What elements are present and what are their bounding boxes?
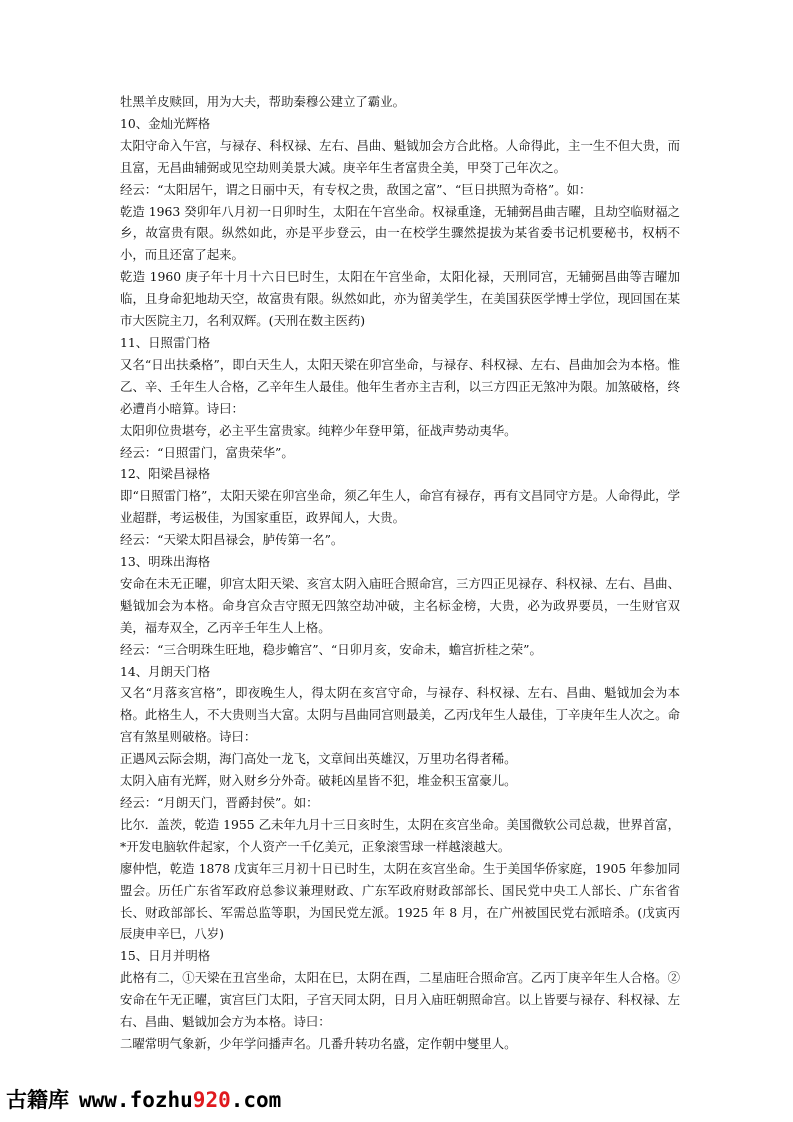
body-paragraph: 经云：“天梁太阳昌禄会，胪传第一名”。 (120, 532, 344, 548)
body-paragraph: 太阴入庙有光辉，财入财乡分外奇。破耗凶星皆不犯，堆金积玉富豪儿。 (120, 773, 517, 789)
section-heading: 11、日照雷门格 (120, 334, 211, 350)
body-paragraph: 太阳守命入午宫，与禄存、科权禄、左右、昌曲、魁钺加会方合此格。人命得此，主一生不但大贵，而且富，无昌曲辅弼或见空劫则美景大减。庚辛年生者富贵全美，甲癸丁己年次之。 (120, 137, 680, 175)
section-heading: 10、金灿光辉格 (120, 115, 211, 131)
body-paragraph: 乾造 1960 庚子年十月十六日巳时生，太阳在午宫坐命，太阳化禄，天刑同宫，无辅弼昌曲等吉曜加临，且身命犯地劫天空，故富贵有限。纵然如此，亦为留美学生，在美国获医学博士学位，现回国在某市大医院主刀，名利双辉。(天刑在数主医药) (120, 269, 680, 329)
body-paragraph: 经云：“三合明珠生旺地，稳步蟾宫”、“日卯月亥，安命未，蟾宫折桂之荣”。 (120, 641, 542, 657)
body-paragraph: 乾造 1963 癸卯年八月初一日卯时生，太阳在午宫坐命。权禄重逢，无辅弼昌曲吉曜，且劫空临财福之乡，故富贵有限。纵然如此，亦是平步登云，由一在校学生骤然提拔为某省委书记机要秘书，权柄不小，而且还富了起来。 (120, 203, 680, 263)
section-heading: 15、日月并明格 (120, 948, 211, 964)
body-paragraph: 廖仲恺，乾造 1878 戊寅年三月初十日已时生，太阴在亥宫坐命。生于美国华侨家庭，1905 年参加同盟会。历任广东省军政府总参议兼理财政、广东军政府财政部部长、国民党中央工人部长、广东省省长、财政部部长、军需总监等职，为国民党左派。1925 年 8 月，在广州被国民党右派暗杀。(戊寅丙辰庚申辛巳，八岁) (120, 860, 680, 942)
body-paragraph: 正遇风云际会期，海门高处一龙飞，文章间出英雄汉，万里功名得者稀。 (120, 751, 517, 767)
body-paragraph: 比尔．盖茨，乾造 1955 乙未年九月十三日亥时生，太阴在亥宫坐命。美国微软公司总裁，世界首富，*开发电脑软件起家，个人资产一千亿美元，正象滚雪球一样越滚越大。 (120, 816, 680, 854)
site-url-number: 920 (192, 1088, 231, 1112)
body-paragraph: 经云：“日照雷门，富贵荣华”。 (120, 444, 294, 460)
body-paragraph: 又名“日出扶桑格”，即白天生人，太阳天梁在卯宫坐命，与禄存、科权禄、左右、昌曲加会为本格。惟乙、辛、壬年生人合格，乙辛年生人最佳。他年生者亦主吉利，以三方四正无煞冲为限。加煞破格，终必遭肖小暗算。诗曰： (120, 356, 680, 416)
body-paragraph: 经云：“月朗天门，晋爵封侯”。如： (120, 795, 319, 810)
page-body (120, 91, 680, 1055)
site-watermark (6, 1082, 281, 1118)
site-url-prefix: www.fozhu (79, 1088, 193, 1112)
body-paragraph: 二曜常明气象新，少年学问播声名。几番升转功名盛，定作朝中燮里人。 (120, 1035, 517, 1051)
body-paragraph: 经云：“太阳居午，谓之日丽中天，有专权之贵，敌国之富”、“巨日拱照为奇格”。如： (120, 181, 592, 197)
paragraph-list (120, 91, 680, 1055)
body-paragraph: 此格有二，①天梁在丑宫坐命，太阳在巳，太阴在酉，二星庙旺合照命宫。乙丙丁庚辛年生人合格。②安命在午无正曜，寅宫巨门太阳，子宫天同太阴，日月入庙旺朝照命宫。以上皆要与禄存、科权禄、左右、昌曲、魁钺加会方为本格。诗曰： (120, 970, 680, 1030)
section-heading: 12、阳梁昌禄格 (120, 466, 211, 482)
body-paragraph: 牡黑羊皮赎回，用为大夫，帮助秦穆公建立了霸业。 (120, 94, 405, 109)
body-paragraph: 安命在未无正曜，卯宫太阳天梁、亥宫太阴入庙旺合照命宫，三方四正见禄存、科权禄、左右、昌曲、魁钺加会为本格。命身宫众吉守照无四煞空劫冲破，主名标金榜，大贵，必为政界要员，一生财官双美，福寿双全，乙丙辛壬年生人上格。 (120, 575, 680, 635)
body-paragraph: 即“日照雷门格”，太阳天梁在卯宫坐命，须乙年生人，命宫有禄存，再有文昌同守方是。人命得此，学业超群，考运极佳，为国家重臣，政界闻人，大贵。 (120, 488, 680, 526)
site-url-suffix: .com (230, 1088, 282, 1112)
body-paragraph: 又名“月落亥宫格”，即夜晚生人，得太阴在亥宫守命，与禄存、科权禄、左右、昌曲、魁钺加会为本格。此格生人，不大贵则当大富。太阴与昌曲同宫则最美，乙丙戊年生人最佳，丁辛庚年生人次之。命宫有煞星则破格。诗曰： (120, 685, 680, 745)
body-paragraph: 太阳卯位贵堪夸，必主平生富贵家。纯粹少年登甲第，征战声势动夷华。 (120, 422, 517, 438)
section-heading: 14、月朗天门格 (120, 663, 211, 679)
site-brand: 古籍库 (6, 1088, 69, 1112)
section-heading: 13、明珠出海格 (120, 554, 211, 570)
